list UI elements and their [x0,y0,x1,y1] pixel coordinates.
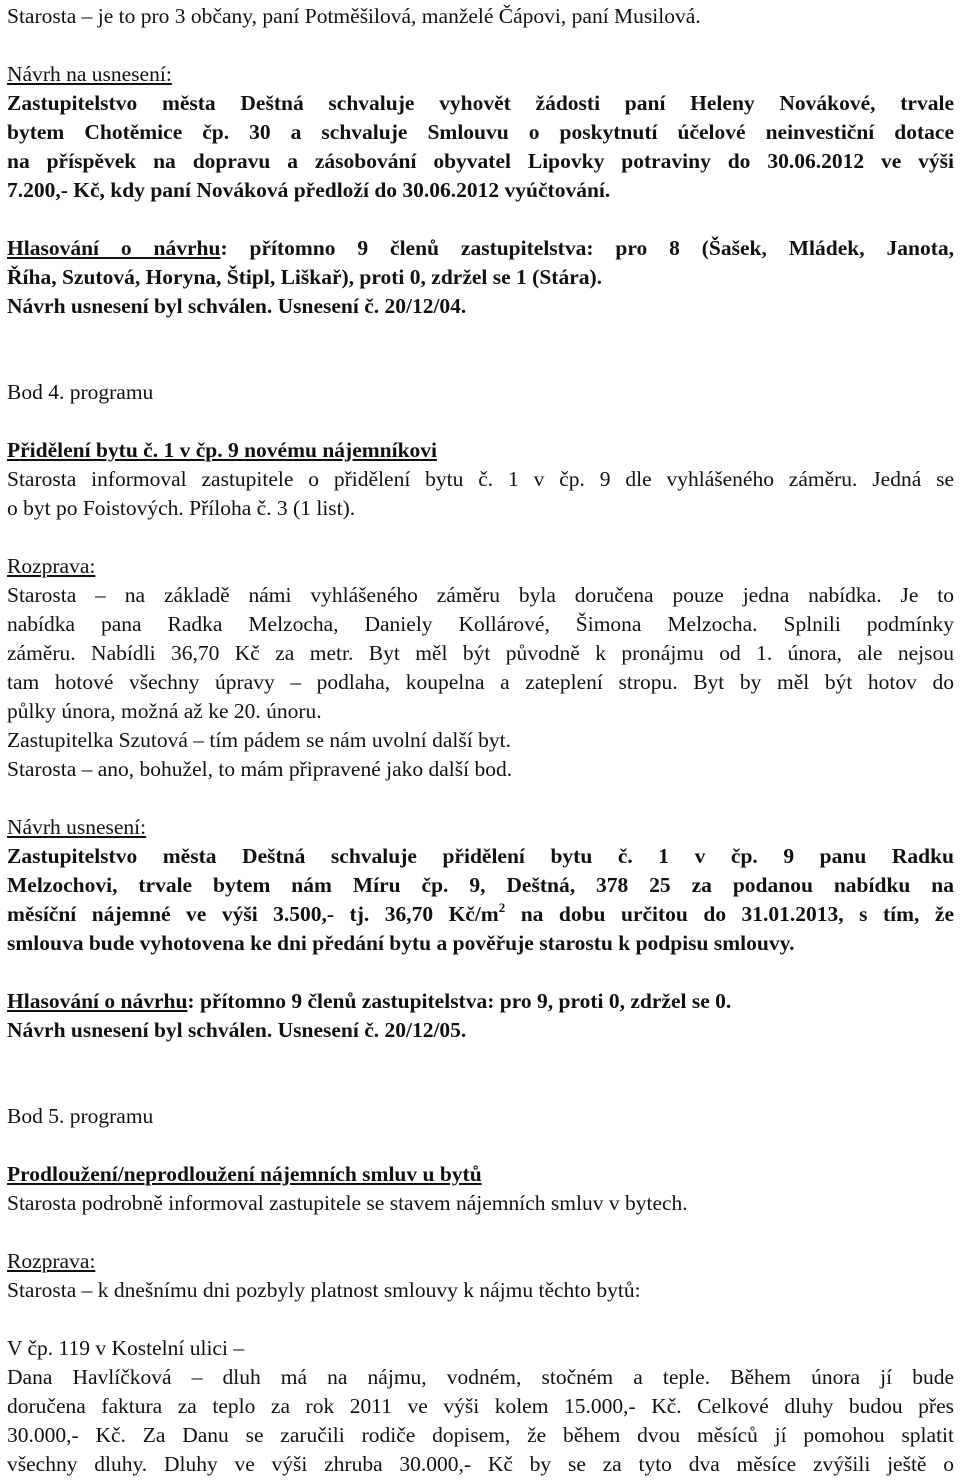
discussion-heading: Rozprava: [7,554,96,578]
vote-text: Říha, Szutová, Horyna, Štipl, Liškař), proti 0, zdržel se 1 (Stára). [7,265,603,289]
resolution-text: Zastupitelstvo města Deštná schvaluje přidělení bytu č. 1 v čp. 9 panu Radku [7,844,954,868]
text-line: Starosta – na základě námi vyhlášeného záměru byla doručena pouze jedna nabídka. Je to [7,583,954,607]
agenda-item-title: Prodloužení/neprodloužení nájemních smluv u bytů [7,1162,482,1186]
resolution-text: Melzochovi, trvale bytem nám Míru čp. 9, Deštná, 378 25 za podanou nabídku na [7,873,954,897]
text-line: o byt po Foistových. Příloha č. 3 (1 list). [7,496,356,520]
text-line: Dana Havlíčková – dluh má na nájmu, vodném, stočném a teple. Během února jí bude [7,1365,954,1389]
resolution-text: bytem Chotěmice čp. 30 a schvaluje Smlouvu o poskytnutí účelové neinvestiční dotace [7,120,954,144]
text-line: záměru. Nabídli 36,70 Kč za metr. Byt měl být původně k pronájmu od 1. února, ale nejsou [7,641,954,665]
text-line: nabídka pana Radka Melzocha, Daniely Kollárové, Šimona Melzocha. Splnili podmínky [7,612,954,636]
resolution-text-part: na dobu určitou do 31.01.2013, s tím, že [505,902,954,926]
resolution-text: Zastupitelstvo města Deštná schvaluje vyhovět žádosti paní Heleny Novákové, trvale [7,91,954,115]
text-line: Starosta podrobně informoval zastupitele se stavem nájemních smluv v bytech. [7,1191,688,1215]
resolution-text: 7.200,- Kč, kdy paní Nováková předloží do 30.06.2012 vyúčtování. [7,178,611,202]
vote-text: : přítomno 9 členů zastupitelstva: pro 9, proti 0, zdržel se 0. [187,989,732,1013]
text-line: všechny dluhy. Dluhy ve výši zhruba 30.000,- Kč by se za tyto dva měsíce zvýšili ještě o [7,1452,954,1476]
vote-label: Hlasování o návrhu [7,236,221,260]
proposal-heading: Návrh usnesení: [7,815,147,839]
text-line: Zastupitelka Szutová – tím pádem se nám uvolní další byt. [7,728,511,752]
text-line: Starosta informoval zastupitele o přidělení bytu č. 1 v čp. 9 dle vyhlášeného záměru. Jedná se [7,467,954,491]
proposal-heading: Návrh na usnesení: [7,62,172,86]
discussion-heading: Rozprava: [7,1249,96,1273]
vote-text: : přítomno 9 členů zastupitelstva: pro 8 (Šašek, Mládek, Janota, [220,236,954,260]
text-line: doručena faktura za teplo za rok 2011 ve výši kolem 15.000,- Kč. Celkové dluhy budou přes [7,1394,954,1418]
vote-line [7,987,954,1016]
resolution-text: na příspěvek na dopravu a zásobování obyvatel Lipovky potraviny do 30.06.2012 ve výši [7,149,954,173]
text-line: Starosta – k dnešnímu dni pozbyly platnost smlouvy k nájmu těchto bytů: [7,1278,641,1302]
text-line: půlky února, možná až ke 20. únoru. [7,699,322,723]
agenda-item-title: Přidělení bytu č. 1 v čp. 9 novému nájemníkovi [7,438,438,462]
superscript: 2 [498,900,506,915]
text-line: Starosta – ano, bohužel, to mám připravené jako další bod. [7,757,513,781]
text-line: tam hotové všechny úpravy – podlaha, koupelna a zateplení stropu. Byt by měl být hotov do [7,670,954,694]
text-line: Starosta – je to pro 3 občany, paní Potměšilová, manželé Čápovi, paní Musilová. [7,4,701,28]
resolution-text-part: měsíční nájemné ve výši 3.500,- tj. 36,70 Kč/m [7,902,499,926]
agenda-item-heading: Bod 5. programu [7,1104,154,1128]
text-line: 30.000,- Kč. Za Danu se zaručili rodiče dopisem, že během dvou měsíců jí pomohou splatit [7,1423,954,1447]
agenda-item-heading: Bod 4. programu [7,380,154,404]
resolution-text [7,900,954,929]
vote-line [7,234,954,263]
vote-label: Hlasování o návrhu [7,989,188,1013]
resolution-text: smlouva bude vyhotovena ke dni předání bytu a pověřuje starostu k podpisu smlouvy. [7,931,795,955]
resolution-result: Návrh usnesení byl schválen. Usnesení č. 20/12/05. [7,1018,467,1042]
resolution-result: Návrh usnesení byl schválen. Usnesení č. 20/12/04. [7,294,467,318]
text-line: V čp. 119 v Kostelní ulici – [7,1336,245,1360]
